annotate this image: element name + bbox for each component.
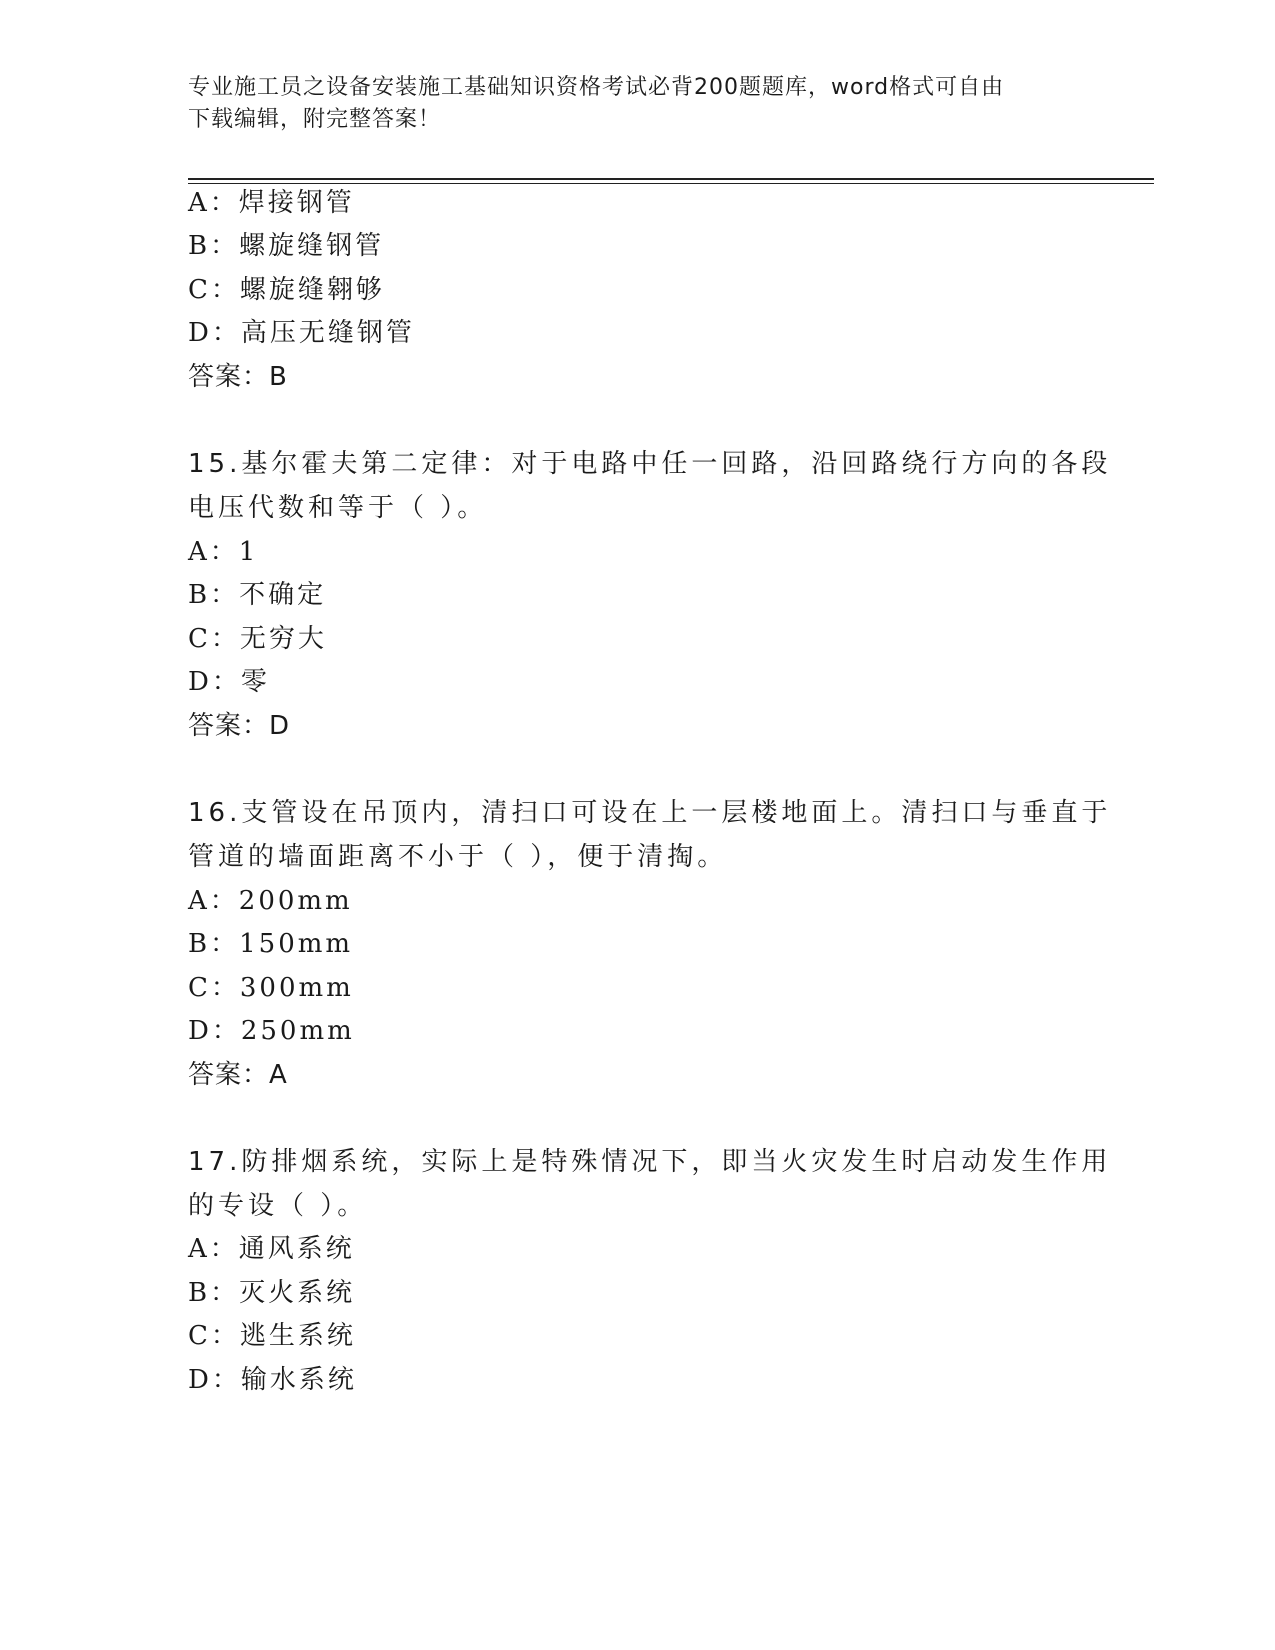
q16-text-line-1: 16.支管设在吊顶内，清扫口可设在上一层楼地面上。清扫口与垂直于 (188, 798, 1112, 828)
q16-text-line-2: 管道的墙面距离不小于（ ），便于清掏。 (188, 842, 728, 872)
q16-option-b: B：150mm (188, 929, 354, 959)
q15-option-b: B：不确定 (188, 580, 327, 610)
q14-option-c: C：螺旋缝翱够 (188, 275, 385, 305)
header-line-1: 专业施工员之设备安装施工基础知识资格考试必背200题题库，word格式可自由 (188, 75, 1005, 100)
q15-text-line-2: 电压代数和等于（ ）。 (188, 493, 488, 523)
q14-answer: 答案：B (188, 362, 288, 392)
q17-option-a: A：通风系统 (188, 1234, 355, 1264)
q16-answer: 答案：A (188, 1060, 288, 1090)
q14-option-b: B：螺旋缝钢管 (188, 231, 385, 261)
q15-answer: 答案：D (188, 711, 291, 741)
q14-option-d: D：高压无缝钢管 (188, 318, 415, 348)
q16-option-d: D：250mm (188, 1016, 355, 1046)
header-line-2: 下载编辑，附完整答案！ (188, 107, 442, 132)
q17-text-line-1: 17.防排烟系统，实际上是特殊情况下，即当火灾发生时启动发生作用 (188, 1147, 1112, 1177)
q17-option-d: D：输水系统 (188, 1365, 357, 1395)
q14-option-a: A：焊接钢管 (188, 188, 355, 218)
q15-option-a: A：1 (188, 537, 259, 567)
q15-text-line-1: 15.基尔霍夫第二定律：对于电路中任一回路，沿回路绕行方向的各段 (188, 449, 1112, 479)
document-header (188, 72, 1088, 136)
q17-option-c: C：逃生系统 (188, 1321, 356, 1351)
q16-option-c: C：300mm (188, 973, 354, 1003)
q17-text-line-2: 的专设（ ）。 (188, 1191, 368, 1221)
header-divider-thin (188, 183, 1154, 184)
q15-option-d: D：零 (188, 667, 270, 697)
q16-option-a: A：200mm (188, 886, 353, 916)
q17-option-b: B：灭火系统 (188, 1278, 356, 1308)
header-divider-thick (188, 178, 1154, 180)
q15-option-c: C：无穷大 (188, 624, 327, 654)
